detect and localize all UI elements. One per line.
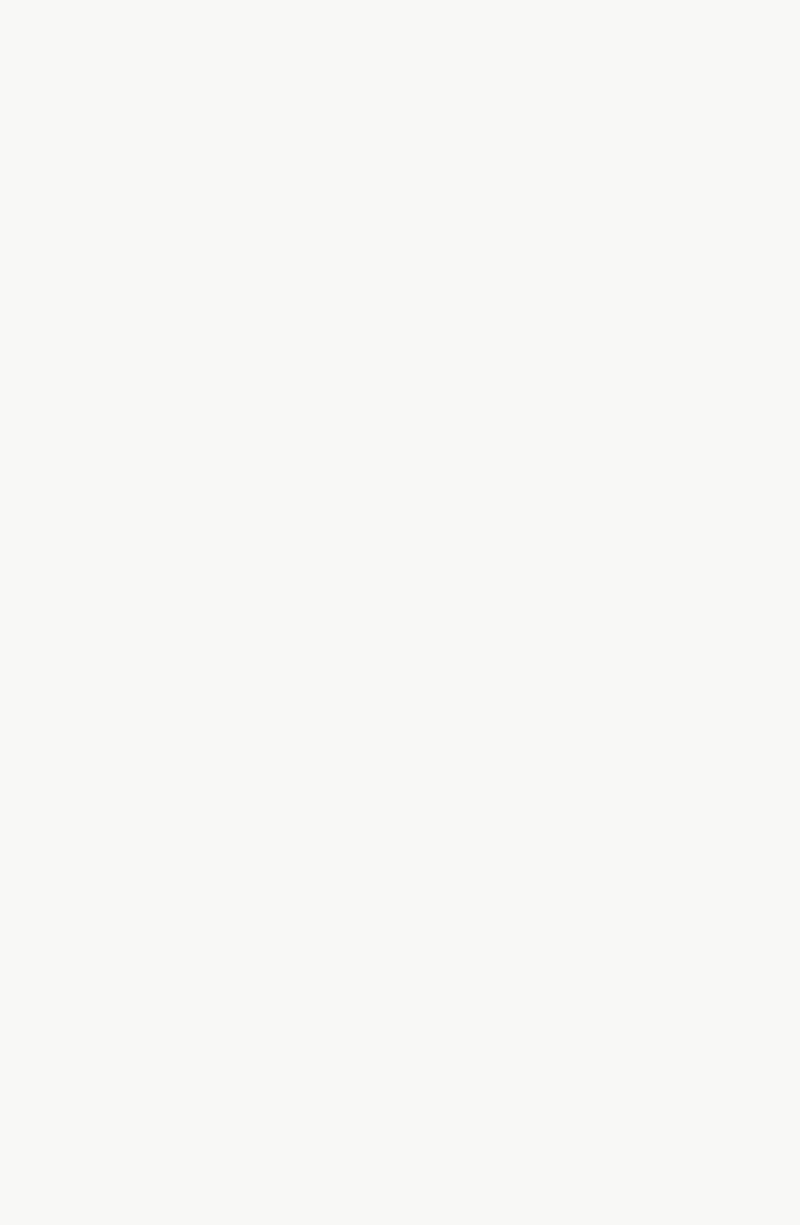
page-body (55, 126, 685, 162)
page-header (0, 80, 800, 110)
